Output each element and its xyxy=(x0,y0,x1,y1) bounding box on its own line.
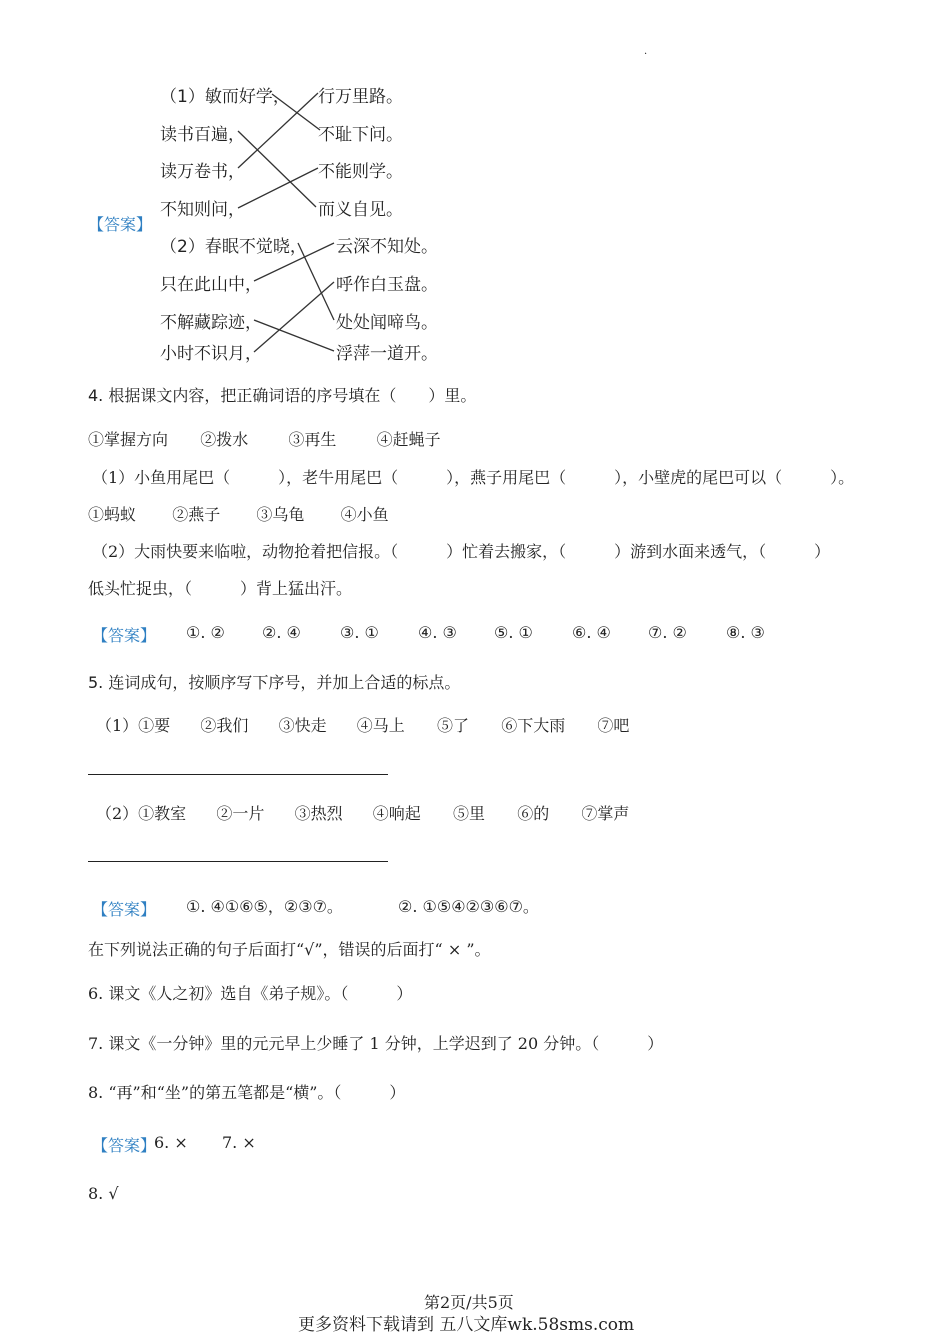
q5-answer-1: ①. ④①⑥⑤，②③⑦。 xyxy=(186,897,343,916)
match2-left-2: 只在此山中， xyxy=(160,275,262,295)
ans6: 6. × xyxy=(154,1133,188,1152)
q7: 7. 课文《一分钟》里的元元早上少睡了 1 分钟，上学迟到了 20 分钟。（ ） xyxy=(88,1034,664,1053)
q5-answer-line-1[interactable] xyxy=(88,774,388,775)
answer-tag-matching: 【答案】 xyxy=(88,215,153,234)
q5-sub1-2: ②我们 xyxy=(200,716,249,735)
q4-answer-2: ②. ④ xyxy=(262,623,301,642)
match2-line-4 xyxy=(254,282,334,352)
q4-opt1-2: ②拨水 xyxy=(200,430,249,449)
match1-left-1: （1）敏而好学， xyxy=(160,87,290,107)
q4-options-2 xyxy=(88,505,389,525)
match1-right-1: 行万里路。 xyxy=(318,87,403,107)
q5-sub1 xyxy=(96,716,629,736)
match2-left-3: 不解藏踪迹， xyxy=(160,313,262,333)
q5-sub1-4: ④马上 xyxy=(356,716,405,735)
q4-sub2-line2: 低头忙捉虫，（ ）背上猛出汗。 xyxy=(88,579,353,598)
match1-right-4: 而义自见。 xyxy=(318,200,403,220)
q5-answer-tag: 【答案】 xyxy=(92,900,157,919)
q4-answer-8: ⑧. ③ xyxy=(726,623,765,642)
q4-sub1: （1）小鱼用尾巴（ ），老牛用尾巴（ ），燕子用尾巴（ ），小壁虎的尾巴可以（ ）。 xyxy=(92,468,855,487)
page-number: 第2页/共5页 xyxy=(424,1293,514,1312)
q5-sub2-1: （2）①教室 xyxy=(96,804,187,823)
q4-opt1-1: ①掌握方向 xyxy=(88,430,169,449)
q4-title: 4. 根据课文内容，把正确词语的序号填在（ ）里。 xyxy=(88,386,477,405)
q5-sub1-1: （1）①要 xyxy=(96,716,171,735)
q4-answer-7: ⑦. ② xyxy=(648,623,687,642)
q5-title: 5. 连词成句，按顺序写下序号，并加上合适的标点。 xyxy=(88,673,461,692)
q8: 8. “再”和“坐”的第五笔都是“横”。（ ） xyxy=(88,1083,406,1102)
match1-line-4 xyxy=(238,168,318,208)
q5-sub2-7: ⑦掌声 xyxy=(581,804,630,823)
ans8: 8. √ xyxy=(88,1184,119,1203)
stray-dot: . xyxy=(644,46,648,57)
match2-right-4: 浮萍一道开。 xyxy=(336,344,438,364)
q4-opt1-3: ③再生 xyxy=(288,430,337,449)
q4-opt2-4: ④小鱼 xyxy=(340,505,389,524)
q5-answer-2: ②. ①⑤④②③⑥⑦。 xyxy=(398,897,539,916)
q5-sub1-3: ③快走 xyxy=(278,716,327,735)
q4-opt2-2: ②燕子 xyxy=(172,505,221,524)
match2-right-1: 云深不知处。 xyxy=(336,237,438,257)
q4-answer-tag: 【答案】 xyxy=(92,626,157,645)
match1-left-2: 读书百遍， xyxy=(160,125,245,145)
q4-answer-3: ③. ① xyxy=(340,623,379,642)
match1-left-3: 读万卷书， xyxy=(160,162,245,182)
q4-sub2-line1: （2）大雨快要来临啦，动物抢着把信报。（ ）忙着去搬家，（ ）游到水面来透气，（ ） xyxy=(92,542,831,561)
footer-promo: 更多资料下载请到 五八文库wk.58sms.com xyxy=(298,1315,635,1335)
q5-sub2-4: ④响起 xyxy=(372,804,421,823)
match1-right-3: 不能则学。 xyxy=(318,162,403,182)
matching-lines xyxy=(0,0,950,400)
q5-sub2-5: ⑤里 xyxy=(452,804,485,823)
match2-line-3 xyxy=(254,320,334,351)
q4-opt2-1: ①蚂蚁 xyxy=(88,505,137,524)
q5-sub2-2: ②一片 xyxy=(216,804,265,823)
q4-opt2-3: ③乌龟 xyxy=(256,505,305,524)
q5-sub2-3: ③热烈 xyxy=(294,804,343,823)
match2-left-1: （2）春眠不觉晓， xyxy=(160,237,307,257)
q5-sub1-5: ⑤了 xyxy=(436,716,469,735)
q4-answer-1: ①. ② xyxy=(186,623,225,642)
match1-line-2 xyxy=(238,131,316,207)
match1-right-2: 不耻下问。 xyxy=(318,125,403,145)
ans7: 7. × xyxy=(222,1133,256,1152)
q6: 6. 课文《人之初》选自《弟子规》。（ ） xyxy=(88,984,413,1003)
q5-answer-line-2[interactable] xyxy=(88,861,388,862)
q5-sub1-7: ⑦吧 xyxy=(597,716,630,735)
match2-left-4: 小时不识月， xyxy=(160,344,262,364)
match2-right-2: 呼作白玉盘。 xyxy=(336,275,438,295)
q4-opt1-4: ④赶蝇子 xyxy=(376,430,441,449)
q5-sub2-6: ⑥的 xyxy=(517,804,550,823)
match2-right-3: 处处闻啼鸟。 xyxy=(336,313,438,333)
match1-left-4: 不知则问， xyxy=(160,200,245,220)
q4-options-1 xyxy=(88,430,441,450)
judge-answer-tag: 【答案】 xyxy=(92,1136,157,1155)
q5-sub1-6: ⑥下大雨 xyxy=(501,716,566,735)
judge-intro: 在下列说法正确的句子后面打“√”，错误的后面打“ × ”。 xyxy=(88,940,491,959)
q4-answer-4: ④. ③ xyxy=(418,623,457,642)
q5-sub2 xyxy=(96,804,629,824)
q4-answer-6: ⑥. ④ xyxy=(572,623,611,642)
q4-answer-5: ⑤. ① xyxy=(494,623,533,642)
